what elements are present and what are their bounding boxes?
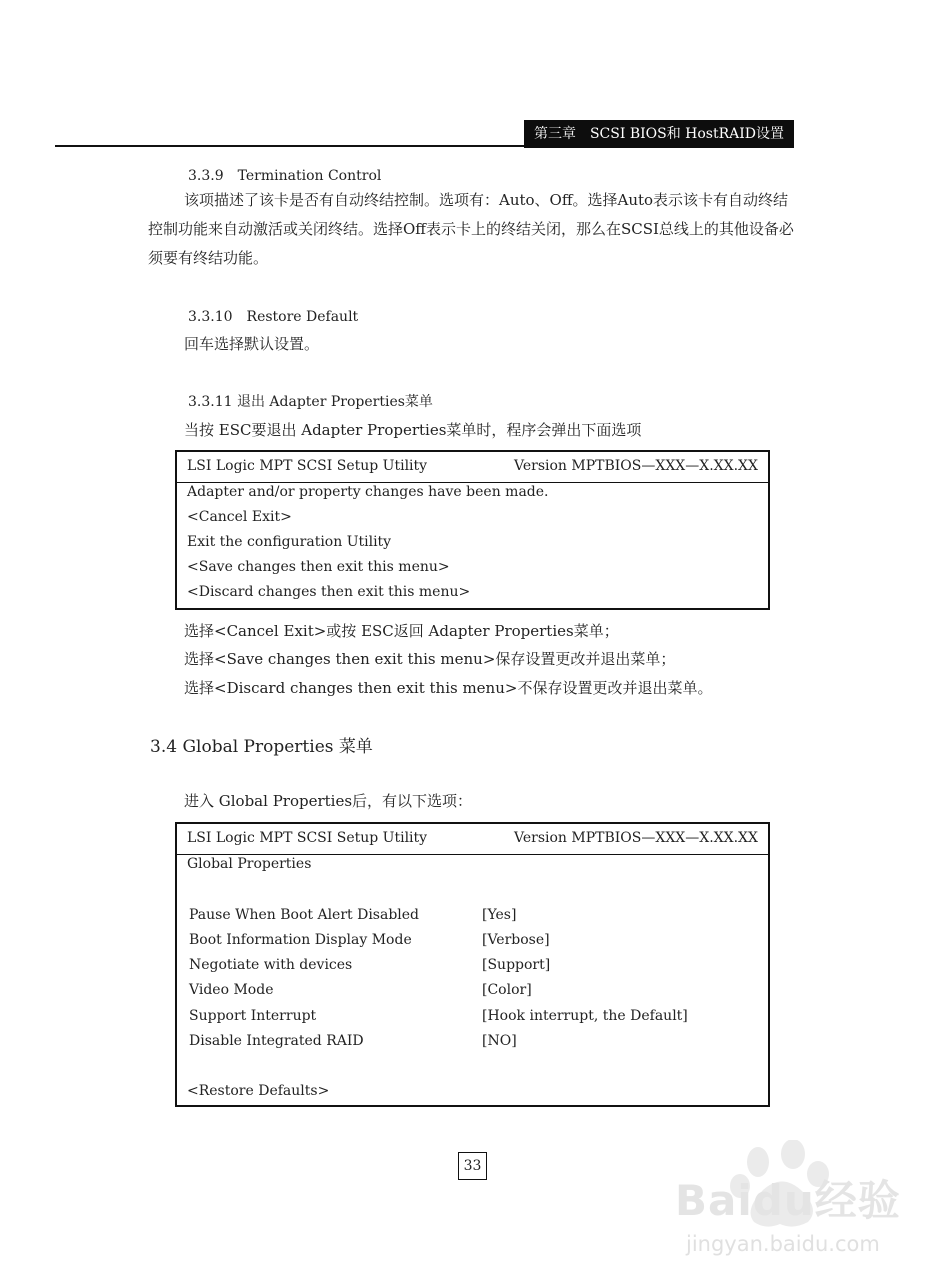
disable-raid-label: Disable Integrated RAID — [189, 1033, 364, 1049]
pause-boot-alert-value[interactable]: [Yes] — [482, 907, 517, 923]
exit-note-discard: 选择<Discard changes then exit this menu>不保存设置更改并退出菜单。 — [184, 679, 713, 697]
section-3-3-9-body: 该项描述了该卡是否有自动终结控制。选项有：Auto、Off。选择Auto表示该卡有自动终结控制功能来自动激活或关闭终结。选择Off表示卡上的终结关闭，那么在SCSI总线上的其他设备必须要有终结功能。 — [148, 191, 794, 267]
chapter-header: 第三章 SCSI BIOS和 HostRAID设置 — [524, 120, 794, 148]
section-3-3-10-title: 3.3.10 Restore Default — [188, 309, 359, 325]
negotiate-devices-value[interactable]: [Support] — [482, 957, 551, 973]
boot-display-mode-label: Boot Information Display Mode — [189, 932, 412, 948]
exit-utility-label: Exit the configuration Utility — [187, 534, 392, 550]
global-box-header — [177, 824, 768, 855]
global-properties-heading: Global Properties — [187, 856, 312, 872]
watermark-url: jingyan.baidu.com — [686, 1232, 880, 1256]
exit-box-header — [177, 452, 768, 483]
video-mode-value[interactable]: [Color] — [482, 982, 532, 998]
page-number: 33 — [458, 1152, 487, 1180]
negotiate-devices-label: Negotiate with devices — [189, 957, 353, 973]
pause-boot-alert-label: Pause When Boot Alert Disabled — [189, 907, 420, 923]
global-properties-box — [175, 822, 770, 1107]
section-3-4-intro: 进入 Global Properties后，有以下选项： — [184, 792, 473, 810]
utility-title: LSI Logic MPT SCSI Setup Utility — [187, 458, 428, 474]
exit-note-save: 选择<Save changes then exit this menu>保存设置更改并退出菜单； — [184, 650, 676, 668]
support-interrupt-value[interactable]: [Hook interrupt, the Default] — [482, 1008, 688, 1024]
exit-menu-box — [175, 450, 770, 610]
cancel-exit-option[interactable]: <Cancel Exit> — [187, 509, 292, 525]
disable-raid-value[interactable]: [NO] — [482, 1033, 517, 1049]
section-3-3-9-title: 3.3.9 Termination Control — [188, 168, 382, 184]
video-mode-label: Video Mode — [189, 982, 274, 998]
restore-defaults-option[interactable]: <Restore Defaults> — [187, 1083, 330, 1099]
section-3-3-11-body: 当按 ESC要退出 Adapter Properties菜单时，程序会弹出下面选项 — [184, 421, 642, 439]
watermark-brand: Baidu经验 — [675, 1176, 901, 1225]
exit-message: Adapter and/or property changes have been made. — [187, 484, 549, 500]
version-label: Version MPTBIOS—XXX—X.XX.XX — [514, 458, 758, 474]
version-label: Version MPTBIOS—XXX—X.XX.XX — [514, 830, 758, 846]
section-3-4-title: 3.4 Global Properties 菜单 — [150, 737, 373, 757]
save-exit-option[interactable]: <Save changes then exit this menu> — [187, 559, 450, 575]
utility-title: LSI Logic MPT SCSI Setup Utility — [187, 830, 428, 846]
boot-display-mode-value[interactable]: [Verbose] — [482, 932, 550, 948]
support-interrupt-label: Support Interrupt — [189, 1008, 317, 1024]
discard-exit-option[interactable]: <Discard changes then exit this menu> — [187, 584, 471, 600]
section-3-3-11-title: 3.3.11 退出 Adapter Properties菜单 — [188, 394, 433, 410]
exit-note-cancel: 选择<Cancel Exit>或按 ESC返回 Adapter Properties菜单； — [184, 622, 619, 640]
section-3-3-10-body: 回车选择默认设置。 — [184, 335, 320, 353]
